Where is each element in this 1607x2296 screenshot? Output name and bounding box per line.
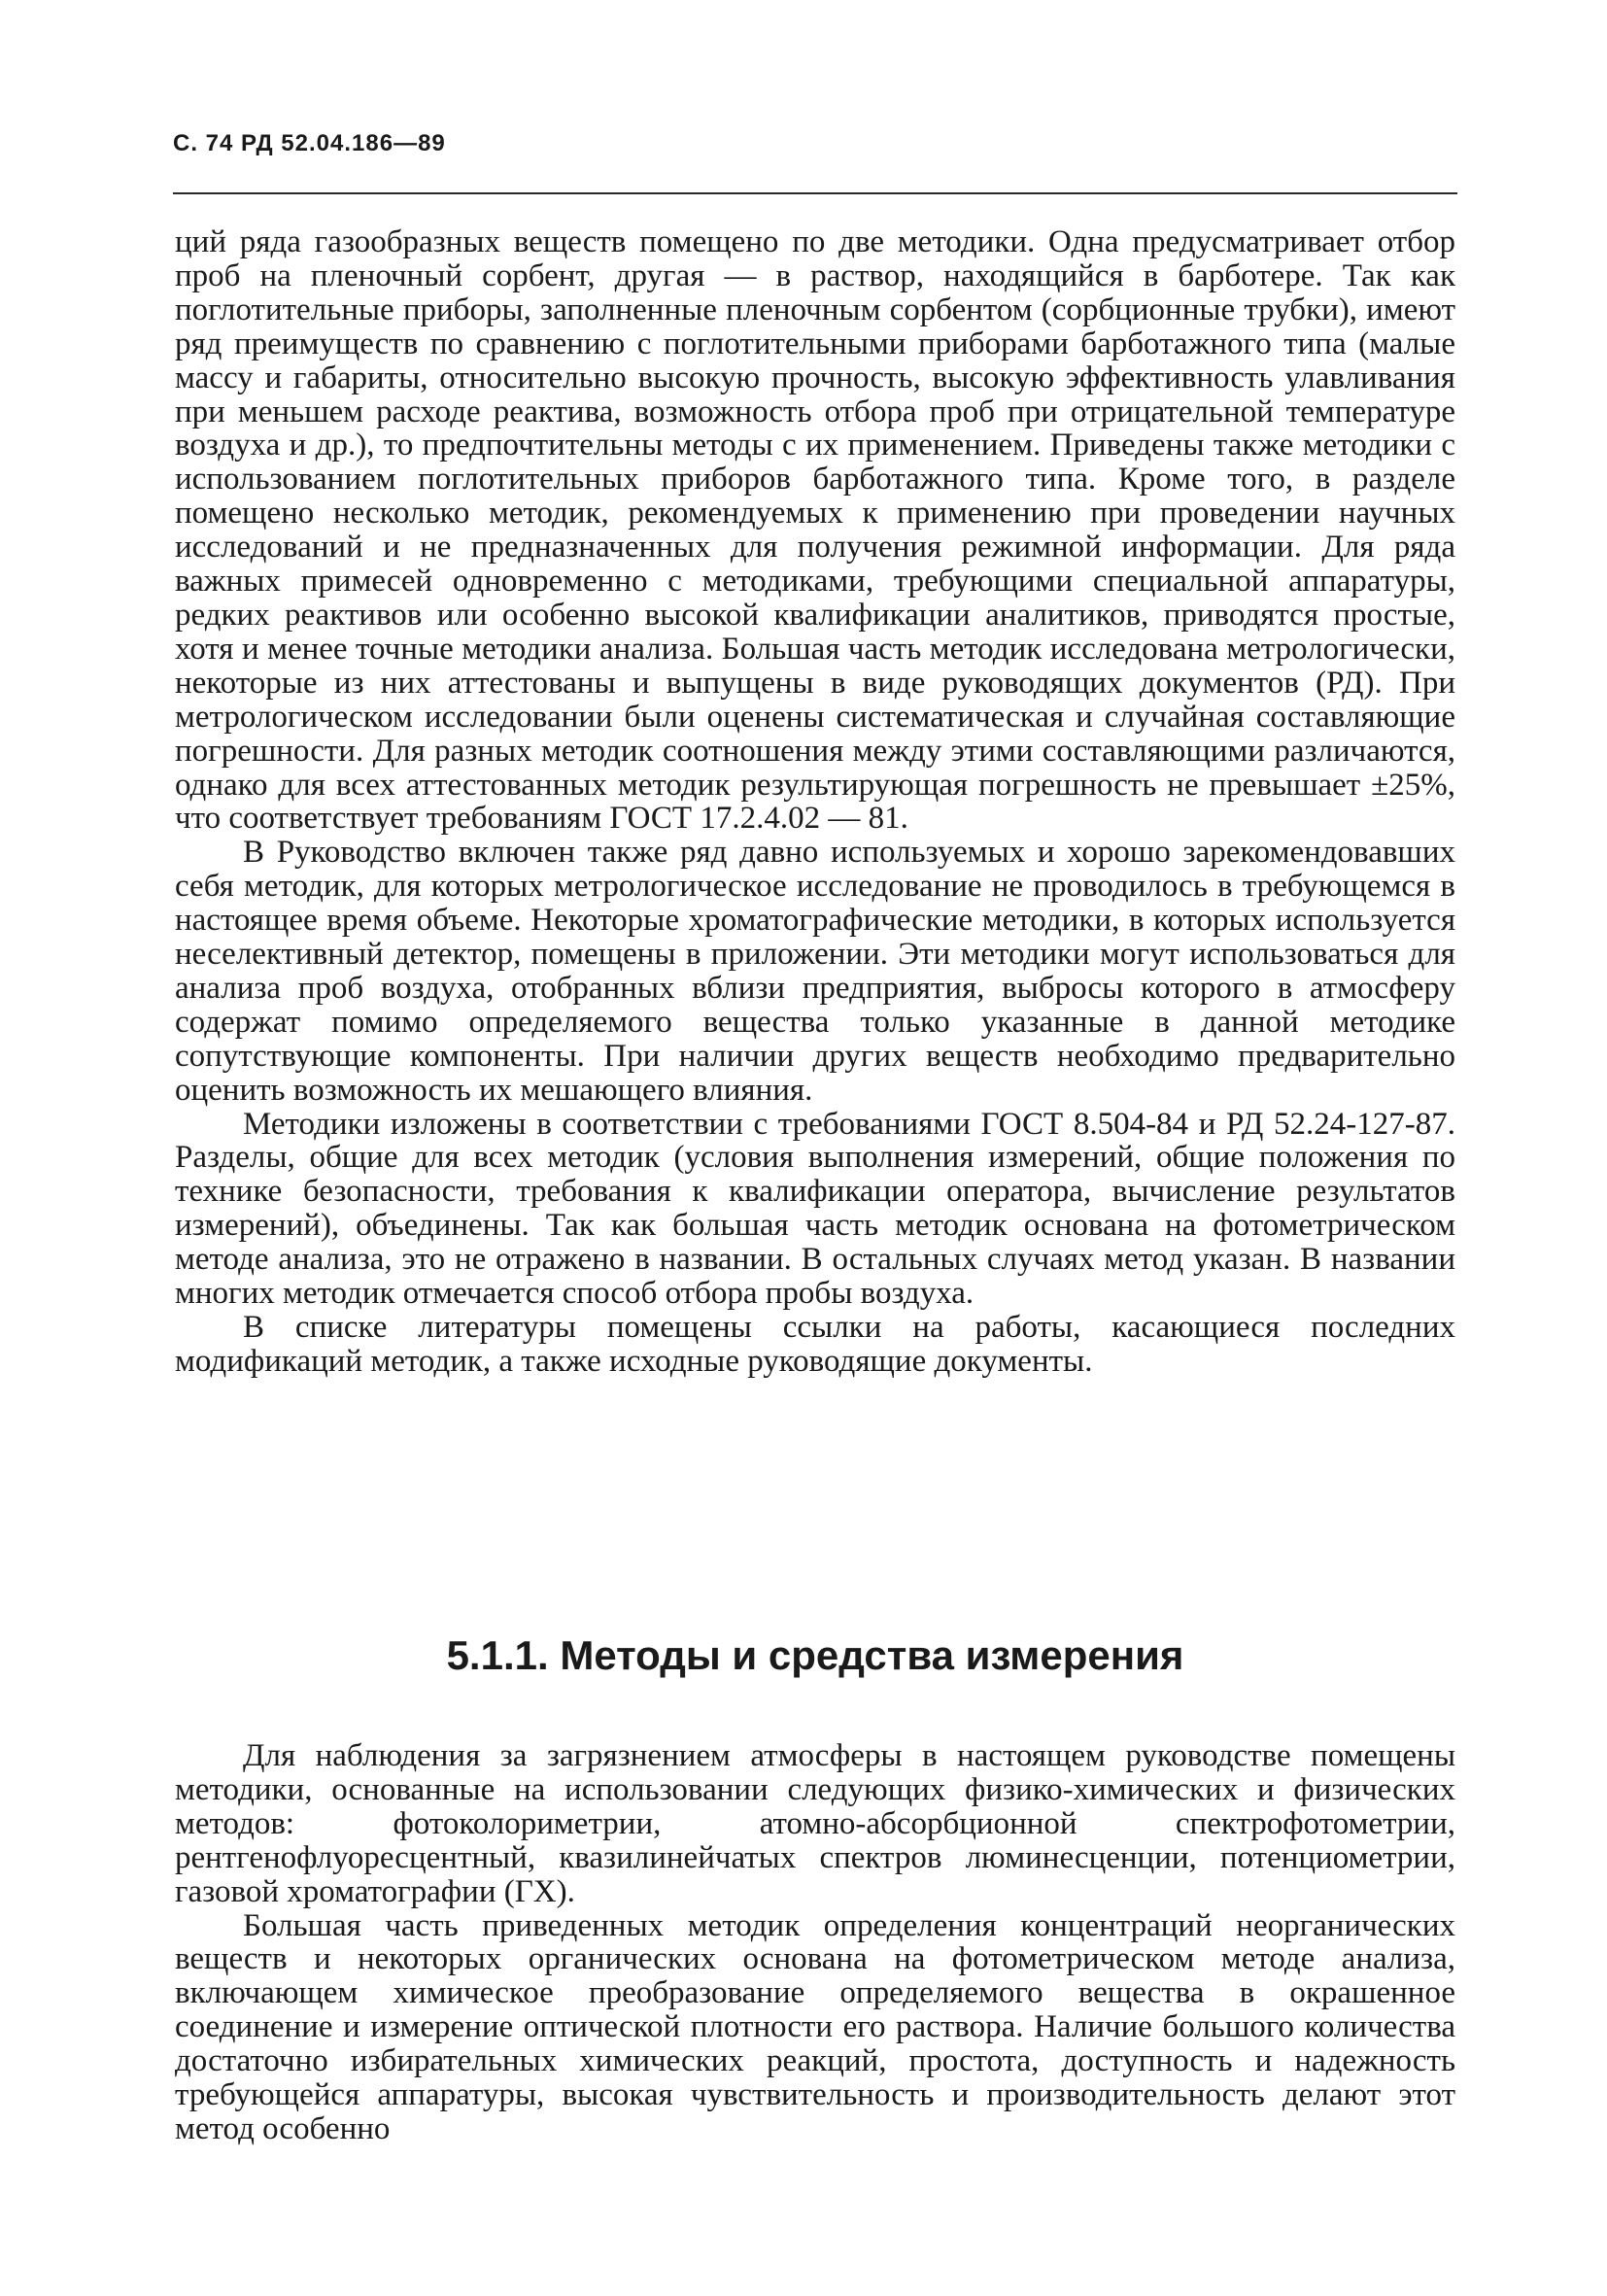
intro-text-block [175, 225, 1455, 1379]
paragraph-1: ций ряда газообразных веществ помещено по две методики. Одна предусматривает отбор проб на пленочный сорбент, другая — в раствор, находящийся в барботере. Так как поглотительные приборы, заполненные пленочным сорбентом (сорбционные трубки), имеют ряд преимуществ по сравнению с поглотительными приборами барботажного типа (малые массу и габариты, относительно высокую прочность, высокую эффективность улавливания при меньшем расходе реактива, возможность отбора проб при отрицательной температуре воздуха и др.), то предпочтительны методы с их применением. Приведены также методики с использованием поглотительных приборов барботажного типа. Кроме того, в разделе помещено несколько методик, рекомендуемых к применению при проведении научных исследований и не предназначенных для получения режимной информации. Для ряда важных примесей одновременно с методиками, требующими специальной аппаратуры, редких реактивов или особенно высокой квалификации аналитиков, приводятся простые, хотя и менее точные методики анализа. Большая часть методик исследована метрологически, некоторые из них аттестованы и выпущены в виде руководящих документов (РД). При метрологическом исследовании были оценены систематическая и случайная составляющие погрешности. Для разных методик соотношения между этими составляющими различаются, однако для всех аттестованных методик результирующая погрешность не превышает ±25%, что соответствует требованиям ГОСТ 17.2.4.02 — 81. [175, 224, 1455, 837]
paragraph-5: Для наблюдения за загрязнением атмосферы в настоящем руководстве помещены методики, основанные на использовании следующих физико-химических и физических методов: фотоколориметрии, атомно-абсорбционной спектрофотометрии, рентгенофлуоресцентный, квазилинейчатых спектров люминесценции, потенциометрии, газовой хроматографии (ГХ). [175, 1738, 1455, 1909]
paragraph-4: В списке литературы помещены ссылки на работы, касающиеся последних модификаций методик, а также исходные руководящие документы. [175, 1310, 1455, 1379]
paragraph-6: Большая часть приведенных методик определения концентраций неорганических веществ и некоторых органических основана на фотометрическом методе анализа, включающем химическое преобразование определяемого вещества в окрашенное соединение и измерение оптической плотности его раствора. Наличие большого количества достаточно избирательных химических реакций, простота, доступность и надежность требующейся аппаратуры, высокая чувствительность и производительность делают этот метод особенно [175, 1907, 1455, 2146]
section-heading: 5.1.1. Методы и средства измерения [446, 1632, 1184, 1678]
header-rule [173, 192, 1457, 194]
paragraph-2: В Руководство включен также ряд давно используемых и хорошо зарекомендовавших себя методик, для которых метрологическое исследование не проводилось в требующемся в настоящее время объеме. Некоторые хроматографические методики, в которых используется неселективный детектор, помещены в приложении. Эти методики могут использоваться для анализа проб воздуха, отобранных вблизи предприятия, выбросы которого в атмосферу содержат помимо определяемого вещества только указанные в данной методике сопутствующие компоненты. При наличии других веществ необходимо предварительно оценить возможность их мешающего влияния. [175, 835, 1455, 1108]
section-text-block [175, 1739, 1455, 2146]
paragraph-3: Методики изложены в соответствии с требованиями ГОСТ 8.504-84 и РД 52.24-127-87. Разделы, общие для всех методик (условия выполнения измерений, общие положения по технике безопасности, требования к квалификации оператора, вычисление результатов измерений), объединены. Так как большая часть методик основана на фотометрическом методе анализа, это не отражено в названии. В остальных случаях метод указан. В названии многих методик отмечается способ отбора пробы воздуха. [175, 1106, 1455, 1312]
running-head: С. 74 РД 52.04.186—89 [173, 130, 446, 156]
